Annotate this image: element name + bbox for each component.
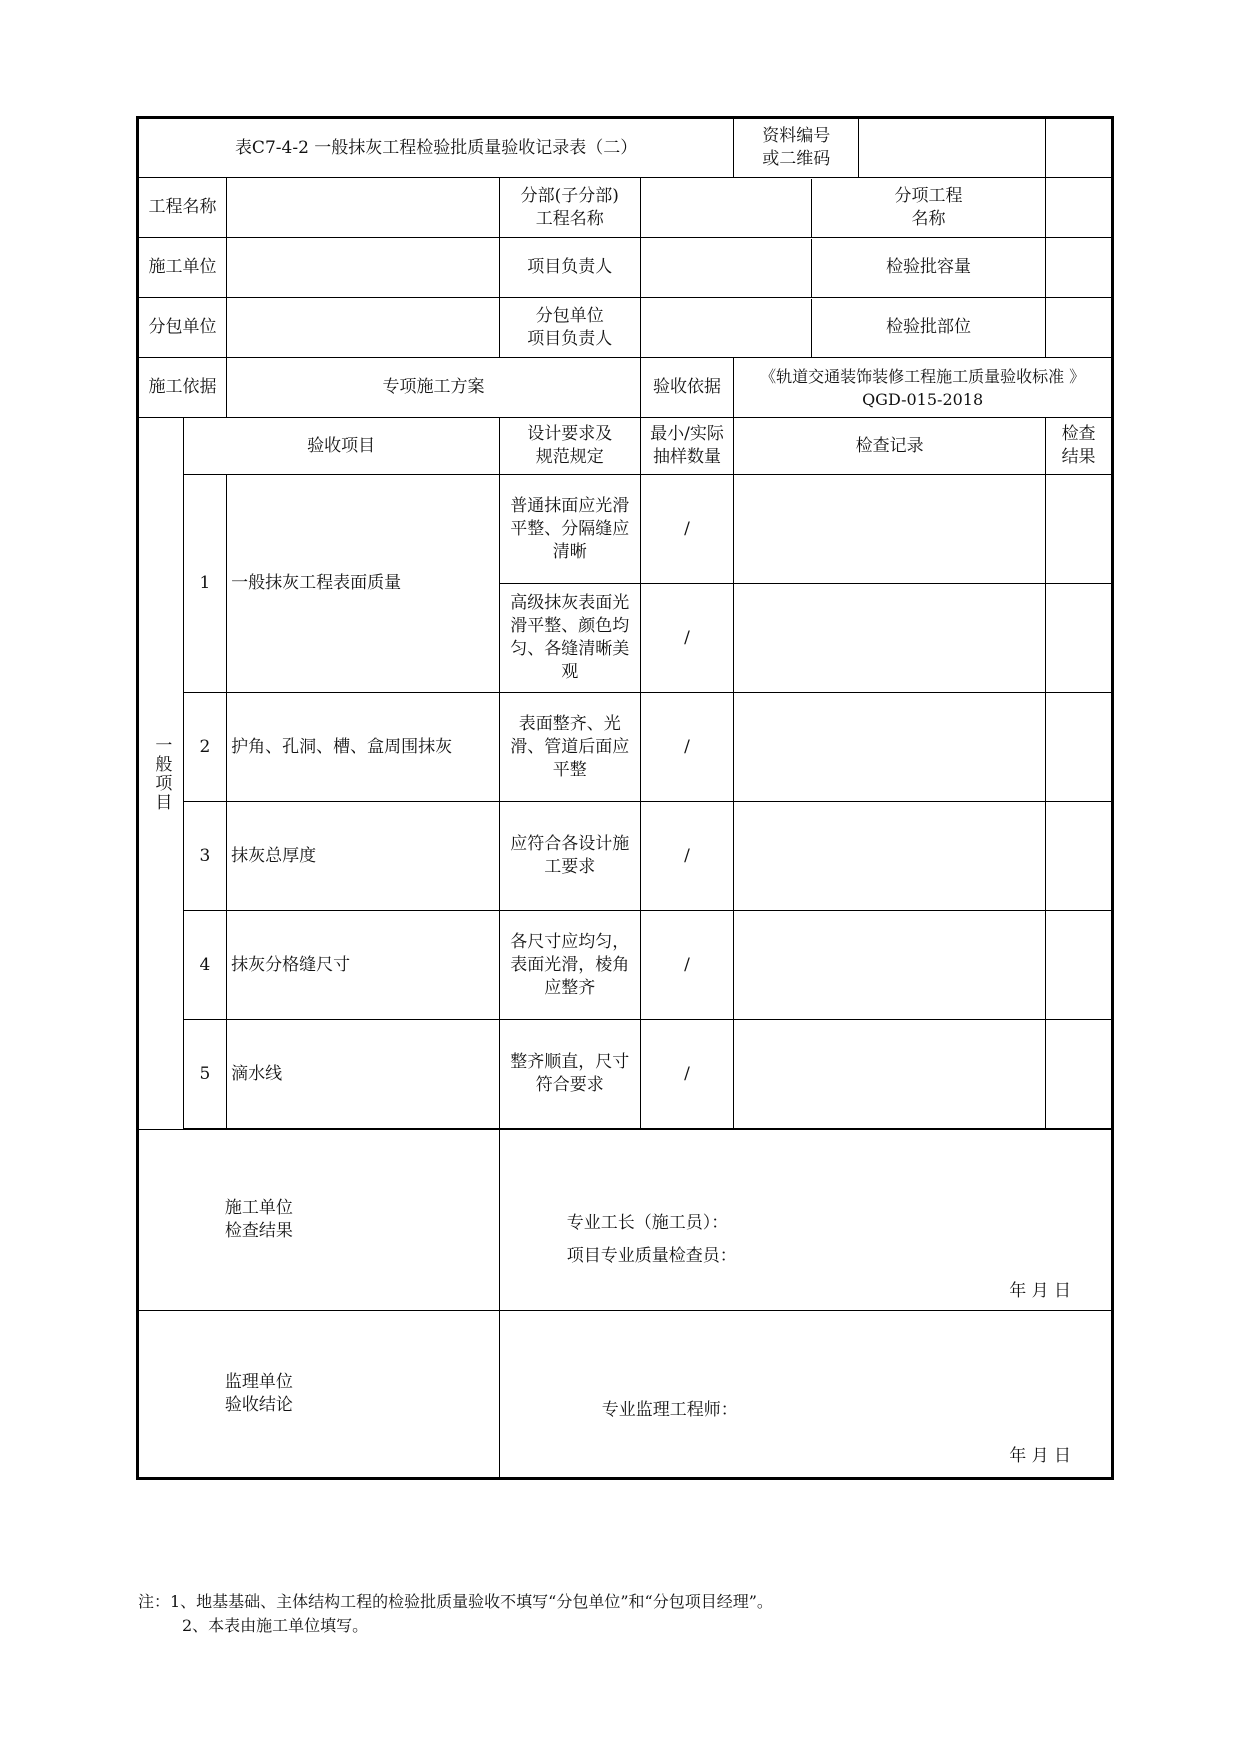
table-row [138,1020,1113,1129]
inspection-table [136,116,1114,1480]
row-item-name: 护角、孔洞、槽、盒周围抹灰 [227,693,500,802]
footnote-1: 注：1、地基基础、主体结构工程的检验批质量验收不填写“分包单位”和“分包项目经理”。 [138,1592,773,1611]
row-number: 3 [183,802,226,911]
row-item-name: 抹灰总厚度 [227,802,500,911]
row-record[interactable] [734,1020,1046,1129]
doc-code-field[interactable] [859,119,1045,177]
row-result[interactable] [1046,475,1113,584]
subitem-label-2: 名称 [911,208,946,229]
row-record[interactable] [734,911,1046,1020]
basis-label: 施工依据 [138,358,227,418]
construction-date: 年 月 日 [1009,1281,1071,1301]
batch-capacity-field[interactable] [1046,238,1113,298]
project-name-label: 工程名称 [138,178,227,238]
subitem-field[interactable] [1046,178,1113,238]
project-lead-field[interactable] [640,238,1045,298]
subitem-label-1: 分项工程 [894,185,963,206]
supervision-label: 监理单位 验收结论 [138,1311,500,1479]
doc-code-field-end[interactable] [1046,118,1113,178]
construction-check-label: 施工单位 检查结果 [138,1130,500,1311]
table-row [138,911,1113,1020]
project-lead-label: 项目负责人 [499,238,640,298]
division-label: 分部(子分部) 工程名称 [499,178,640,238]
row-result[interactable] [1046,1020,1113,1129]
footnotes [138,1590,773,1638]
row-quantity[interactable]: / [640,584,733,693]
table-row [138,475,1113,584]
row-result[interactable] [1046,693,1113,802]
row-item-name: 一般抹灰工程表面质量 [227,475,500,693]
col-header-requirement: 设计要求及 规范规定 [499,418,640,475]
row-number: 2 [183,693,226,802]
row-record[interactable] [734,584,1046,693]
footnote-2: 2、本表由施工单位填写。 [182,1616,369,1635]
doc-code-label-1: 资料编号 [762,126,831,146]
doc-code-label-2: 或二维码 [762,149,831,169]
sub-lead-field[interactable] [640,298,1045,358]
table-row [138,693,1113,802]
supervision-date: 年 月 日 [1009,1446,1071,1466]
subcontractor-label: 分包单位 [138,298,227,358]
col-header-record: 检查记录 [734,418,1046,475]
constructor-field[interactable] [227,238,500,298]
row-record[interactable] [734,693,1046,802]
form-title: 表C7-4-2 一般抹灰工程检验批质量验收记录表（二） [138,118,734,178]
row-requirement: 应符合各设计施工要求 [499,802,640,911]
doc-code-label [734,118,1046,178]
inspection-form [136,116,1114,1480]
row-requirement: 普通抹面应光滑平整、分隔缝应清晰 [499,475,640,584]
division-field[interactable] [640,178,1045,238]
subcontractor-field[interactable] [227,298,500,358]
supervision-area[interactable] [499,1311,1112,1479]
constructor-label: 施工单位 [138,238,227,298]
row-result[interactable] [1046,802,1113,911]
col-header-item: 验收项目 [183,418,499,475]
row-result[interactable] [1046,911,1113,1020]
accept-basis-value: 《轨道交通装饰装修工程施工质量验收标准 》 QGD-015-2018 [734,358,1113,418]
row-record[interactable] [734,475,1046,584]
row-quantity[interactable]: / [640,475,733,584]
row-requirement: 各尺寸应均匀，表面光滑，棱角应整齐 [499,911,640,1020]
basis-value: 专项施工方案 [227,358,641,418]
row-quantity[interactable]: / [640,1020,733,1129]
row-number: 5 [183,1020,226,1129]
row-number: 1 [183,475,226,693]
project-name-field[interactable] [227,178,500,238]
row-item-name: 滴水线 [227,1020,500,1129]
batch-capacity-label: 检验批容量 [885,257,971,277]
col-header-result: 检查 结果 [1046,418,1113,475]
row-requirement: 高级抹灰表面光滑平整、颜色均匀、各缝清晰美观 [499,584,640,693]
supervisor-signature: 专业监理工程师： [601,1400,738,1420]
table-row [138,802,1113,911]
inspector-signature: 项目专业质量检查员： [566,1246,737,1266]
group-label: 一般项目 [138,418,184,1130]
row-item-name: 抹灰分格缝尺寸 [227,911,500,1020]
batch-location-label: 检验批部位 [885,317,971,337]
row-quantity[interactable]: / [640,802,733,911]
col-header-quantity: 最小/实际 抽样数量 [640,418,733,475]
sub-lead-label: 分包单位 项目负责人 [499,298,640,358]
row-requirement: 整齐顺直，尺寸符合要求 [499,1020,640,1129]
batch-location-field[interactable] [1046,298,1113,358]
row-result[interactable] [1046,584,1113,693]
row-quantity[interactable]: / [640,693,733,802]
accept-basis-label: 验收依据 [640,358,733,418]
row-quantity[interactable]: / [640,911,733,1020]
row-requirement: 表面整齐、光滑、管道后面应平整 [499,693,640,802]
foreman-signature: 专业工长（施工员）： [566,1213,729,1233]
row-number: 4 [183,911,226,1020]
construction-check-area[interactable] [499,1130,1112,1311]
row-record[interactable] [734,802,1046,911]
